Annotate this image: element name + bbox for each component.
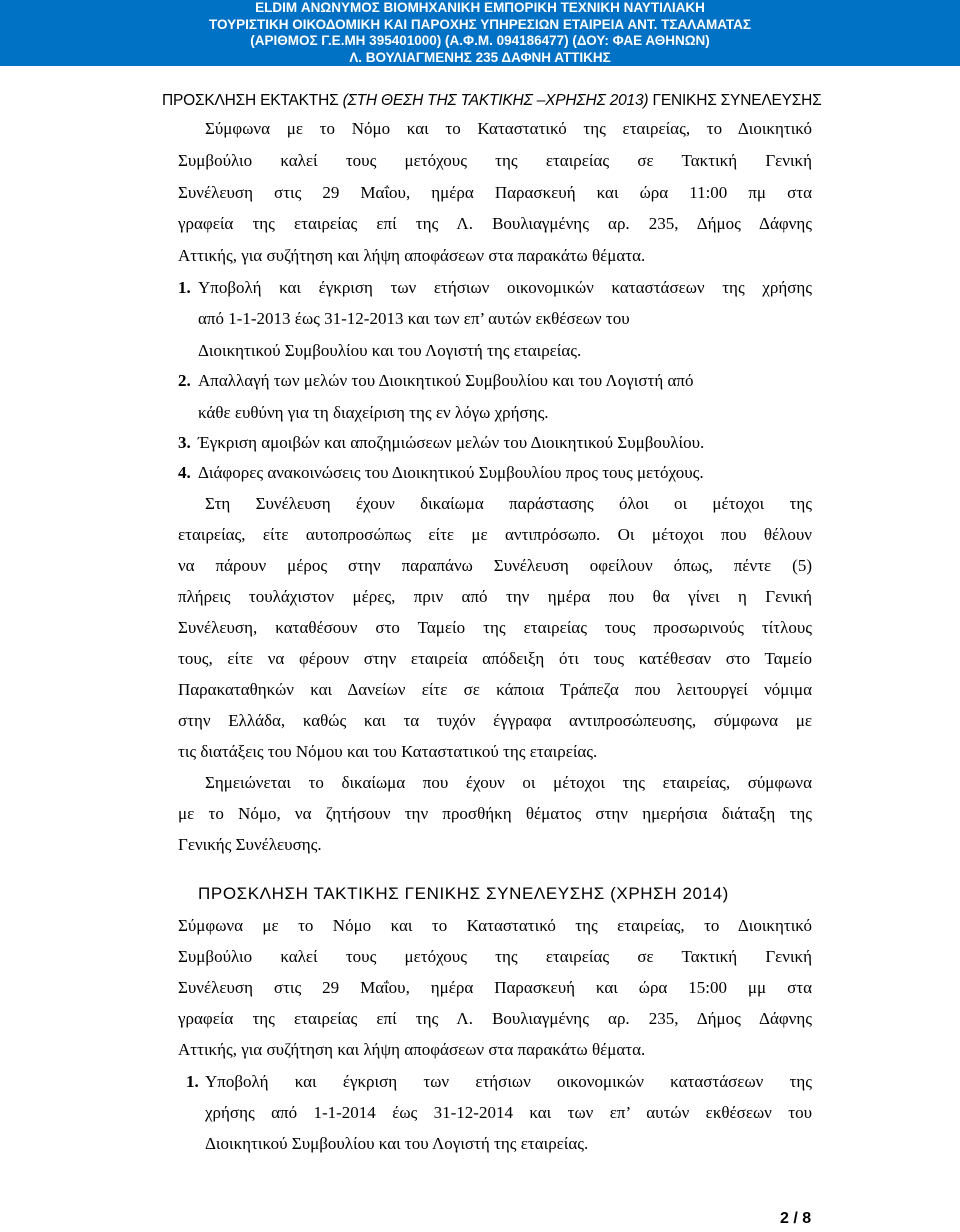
s1-item-number: 4. <box>178 463 191 482</box>
header-line-4: Λ. ΒΟΥΛΙΑΓΜΕΝΗΣ 235 ΔΑΦΝΗ ΑΤΤΙΚΗΣ <box>349 49 611 65</box>
s1-para2-line: εταιρείας, είτε αυτοπροσώπως είτε με αντιπρόσωπο. Οι μέτοχοι που θέλουν <box>178 525 812 544</box>
s1-intro-line: γραφεία της εταιρείας επί της Λ. Βουλιαγμένης αρ. 235, Δήμος Δάφνης <box>178 214 812 233</box>
s1-item-line: Διάφορες ανακοινώσεις του Διοικητικού Συμβουλίου προς τους μετόχους. <box>198 463 704 482</box>
s1-item-number: 1. <box>178 278 191 297</box>
s1-para2-line: να πάρουν μέρος στην παραπάνω Συνέλευση οφείλουν όπως, πέντε (5) <box>178 556 812 575</box>
page-number: 2 / 8 <box>780 1210 812 1227</box>
s1-para2-line: Στη Συνέλευση έχουν δικαίωμα παράστασης όλοι οι μέτοχοι της <box>205 494 812 513</box>
section1-title-c: ΓΕΝΙΚΗΣ ΣΥΝΕΛΕΥΣΗΣ <box>648 92 822 109</box>
s2-item-line: Υποβολή και έγκριση των ετήσιων οικονομικών καταστάσεων της <box>205 1072 812 1091</box>
s1-item-line: κάθε ευθύνη για τη διαχείριση της εν λόγω χρήσης. <box>198 403 549 422</box>
s1-para2-line: στην Ελλάδα, καθώς και τα τυχόν έγγραφα αντιπροσώπευσης, σύμφωνα με <box>178 711 812 730</box>
s1-item-number: 3. <box>178 433 191 452</box>
section1-title-a: ΠΡΟΣΚΛΗΣΗ ΕΚΤΑΚΤΗΣ <box>162 92 343 109</box>
s1-para3-line: με το Νόμο, να ζητήσουν την προσθήκη θέματος στην ημερήσια διάταξη της <box>178 804 812 823</box>
header-line-3: (ΑΡΙΘΜΟΣ Γ.Ε.ΜΗ 395401000) (Α.Φ.Μ. 094186477) (ΔΟΥ: ΦΑΕ ΑΘΗΝΩΝ) <box>250 33 710 48</box>
s1-para3-line: Γενικής Συνέλευσης. <box>178 835 322 854</box>
s1-item-number: 2. <box>178 371 191 390</box>
section1-title-b: (ΣΤΗ ΘΕΣΗ ΤΗΣ ΤΑΚΤΙΚΗΣ –ΧΡΗΣΗΣ 2013) <box>342 92 649 109</box>
s1-intro-line: Συνέλευση στις 29 Μαΐου, ημέρα Παρασκευή και ώρα 11:00 πμ στα <box>178 183 812 202</box>
s1-para2-line: πλήρεις τουλάχιστον μέρες, πριν από την ημέρα που θα γίνει η Γενική <box>178 587 812 606</box>
s1-item-line: Απαλλαγή των μελών του Διοικητικού Συμβουλίου και του Λογιστή από <box>198 371 694 390</box>
s1-item-line: από 1-1-2013 έως 31-12-2013 και των επ’ αυτών εκθέσεων του <box>198 309 630 328</box>
s2-intro-line: Σύμφωνα με το Νόμο και το Καταστατικό της εταιρείας, το Διοικητικό <box>178 916 812 935</box>
s1-item-line: Διοικητικού Συμβουλίου και του Λογιστή της εταιρείας. <box>198 341 582 360</box>
s2-intro-line: Συμβούλιο καλεί τους μετόχους της εταιρείας σε Τακτική Γενική <box>178 947 812 966</box>
s1-para2-line: Συνέλευση, καταθέσουν στο Ταμείο της εταιρείας τους προσωρινούς τίτλους <box>178 618 812 637</box>
section2-title: ΠΡΟΣΚΛΗΣΗ ΤΑΚΤΙΚΗΣ ΓΕΝΙΚΗΣ ΣΥΝΕΛΕΥΣΗΣ (ΧΡΗΣΗ 2014) <box>198 884 729 903</box>
section1-title <box>162 92 822 110</box>
s2-item-number: 1. <box>186 1072 199 1091</box>
header-line-2: ΤΟΥΡΙΣΤΙΚΗ ΟΙΚΟΔΟΜΙΚΗ ΚΑΙ ΠΑΡΟΧΗΣ ΥΠΗΡΕΣΙΩΝ ΕΤΑΙΡΕΙΑ ΑΝΤ. ΤΣΑΛΑΜΑΤΑΣ <box>209 16 751 32</box>
s1-para3-line: Σημειώνεται το δικαίωμα που έχουν οι μέτοχοι της εταιρείας, σύμφωνα <box>205 773 812 792</box>
s1-intro-line: Συμβούλιο καλεί τους μετόχους της εταιρείας σε Τακτική Γενική <box>178 151 812 170</box>
header-line-1: ELDIM ΑΝΩΝΥΜΟΣ ΒΙΟΜΗΧΑΝΙΚΗ ΕΜΠΟΡΙΚΗ ΤΕΧΝΙΚΗ ΝΑΥΤΙΛΙΑΚΗ <box>255 0 705 15</box>
s2-intro-line: γραφεία της εταιρείας επί της Λ. Βουλιαγμένης αρ. 235, Δήμος Δάφνης <box>178 1009 812 1028</box>
s1-item-line: Έγκριση αμοιβών και αποζημιώσεων μελών του Διοικητικού Συμβουλίου. <box>198 433 705 452</box>
s2-intro-line: Αττικής, για συζήτηση και λήψη αποφάσεων στα παρακάτω θέματα. <box>178 1040 646 1059</box>
s2-item-line: Διοικητικού Συμβουλίου και του Λογιστή της εταιρείας. <box>205 1134 589 1153</box>
s1-para2-line: τις διατάξεις του Νόμου και του Καταστατικού της εταιρείας. <box>178 742 598 761</box>
s1-item-line: Υποβολή και έγκριση των ετήσιων οικονομικών καταστάσεων της χρήσης <box>198 278 812 297</box>
company-header <box>0 0 960 66</box>
s1-para2-line: τους, είτε να φέρουν στην εταιρεία απόδειξη ότι τους κατέθεσαν στο Ταμείο <box>178 649 812 668</box>
s1-intro-line: Αττικής, για συζήτηση και λήψη αποφάσεων στα παρακάτω θέματα. <box>178 246 646 265</box>
s2-item-line: χρήσης από 1-1-2014 έως 31-12-2014 και των επ’ αυτών εκθέσεων του <box>205 1103 812 1122</box>
s1-intro-line: Σύμφωνα με το Νόμο και το Καταστατικό της εταιρείας, το Διοικητικό <box>205 119 812 138</box>
s1-para2-line: Παρακαταθηκών και Δανείων είτε σε κάποια Τράπεζα που λειτουργεί νόμιμα <box>178 680 812 699</box>
s2-intro-line: Συνέλευση στις 29 Μαΐου, ημέρα Παρασκευή και ώρα 15:00 μμ στα <box>178 978 812 997</box>
